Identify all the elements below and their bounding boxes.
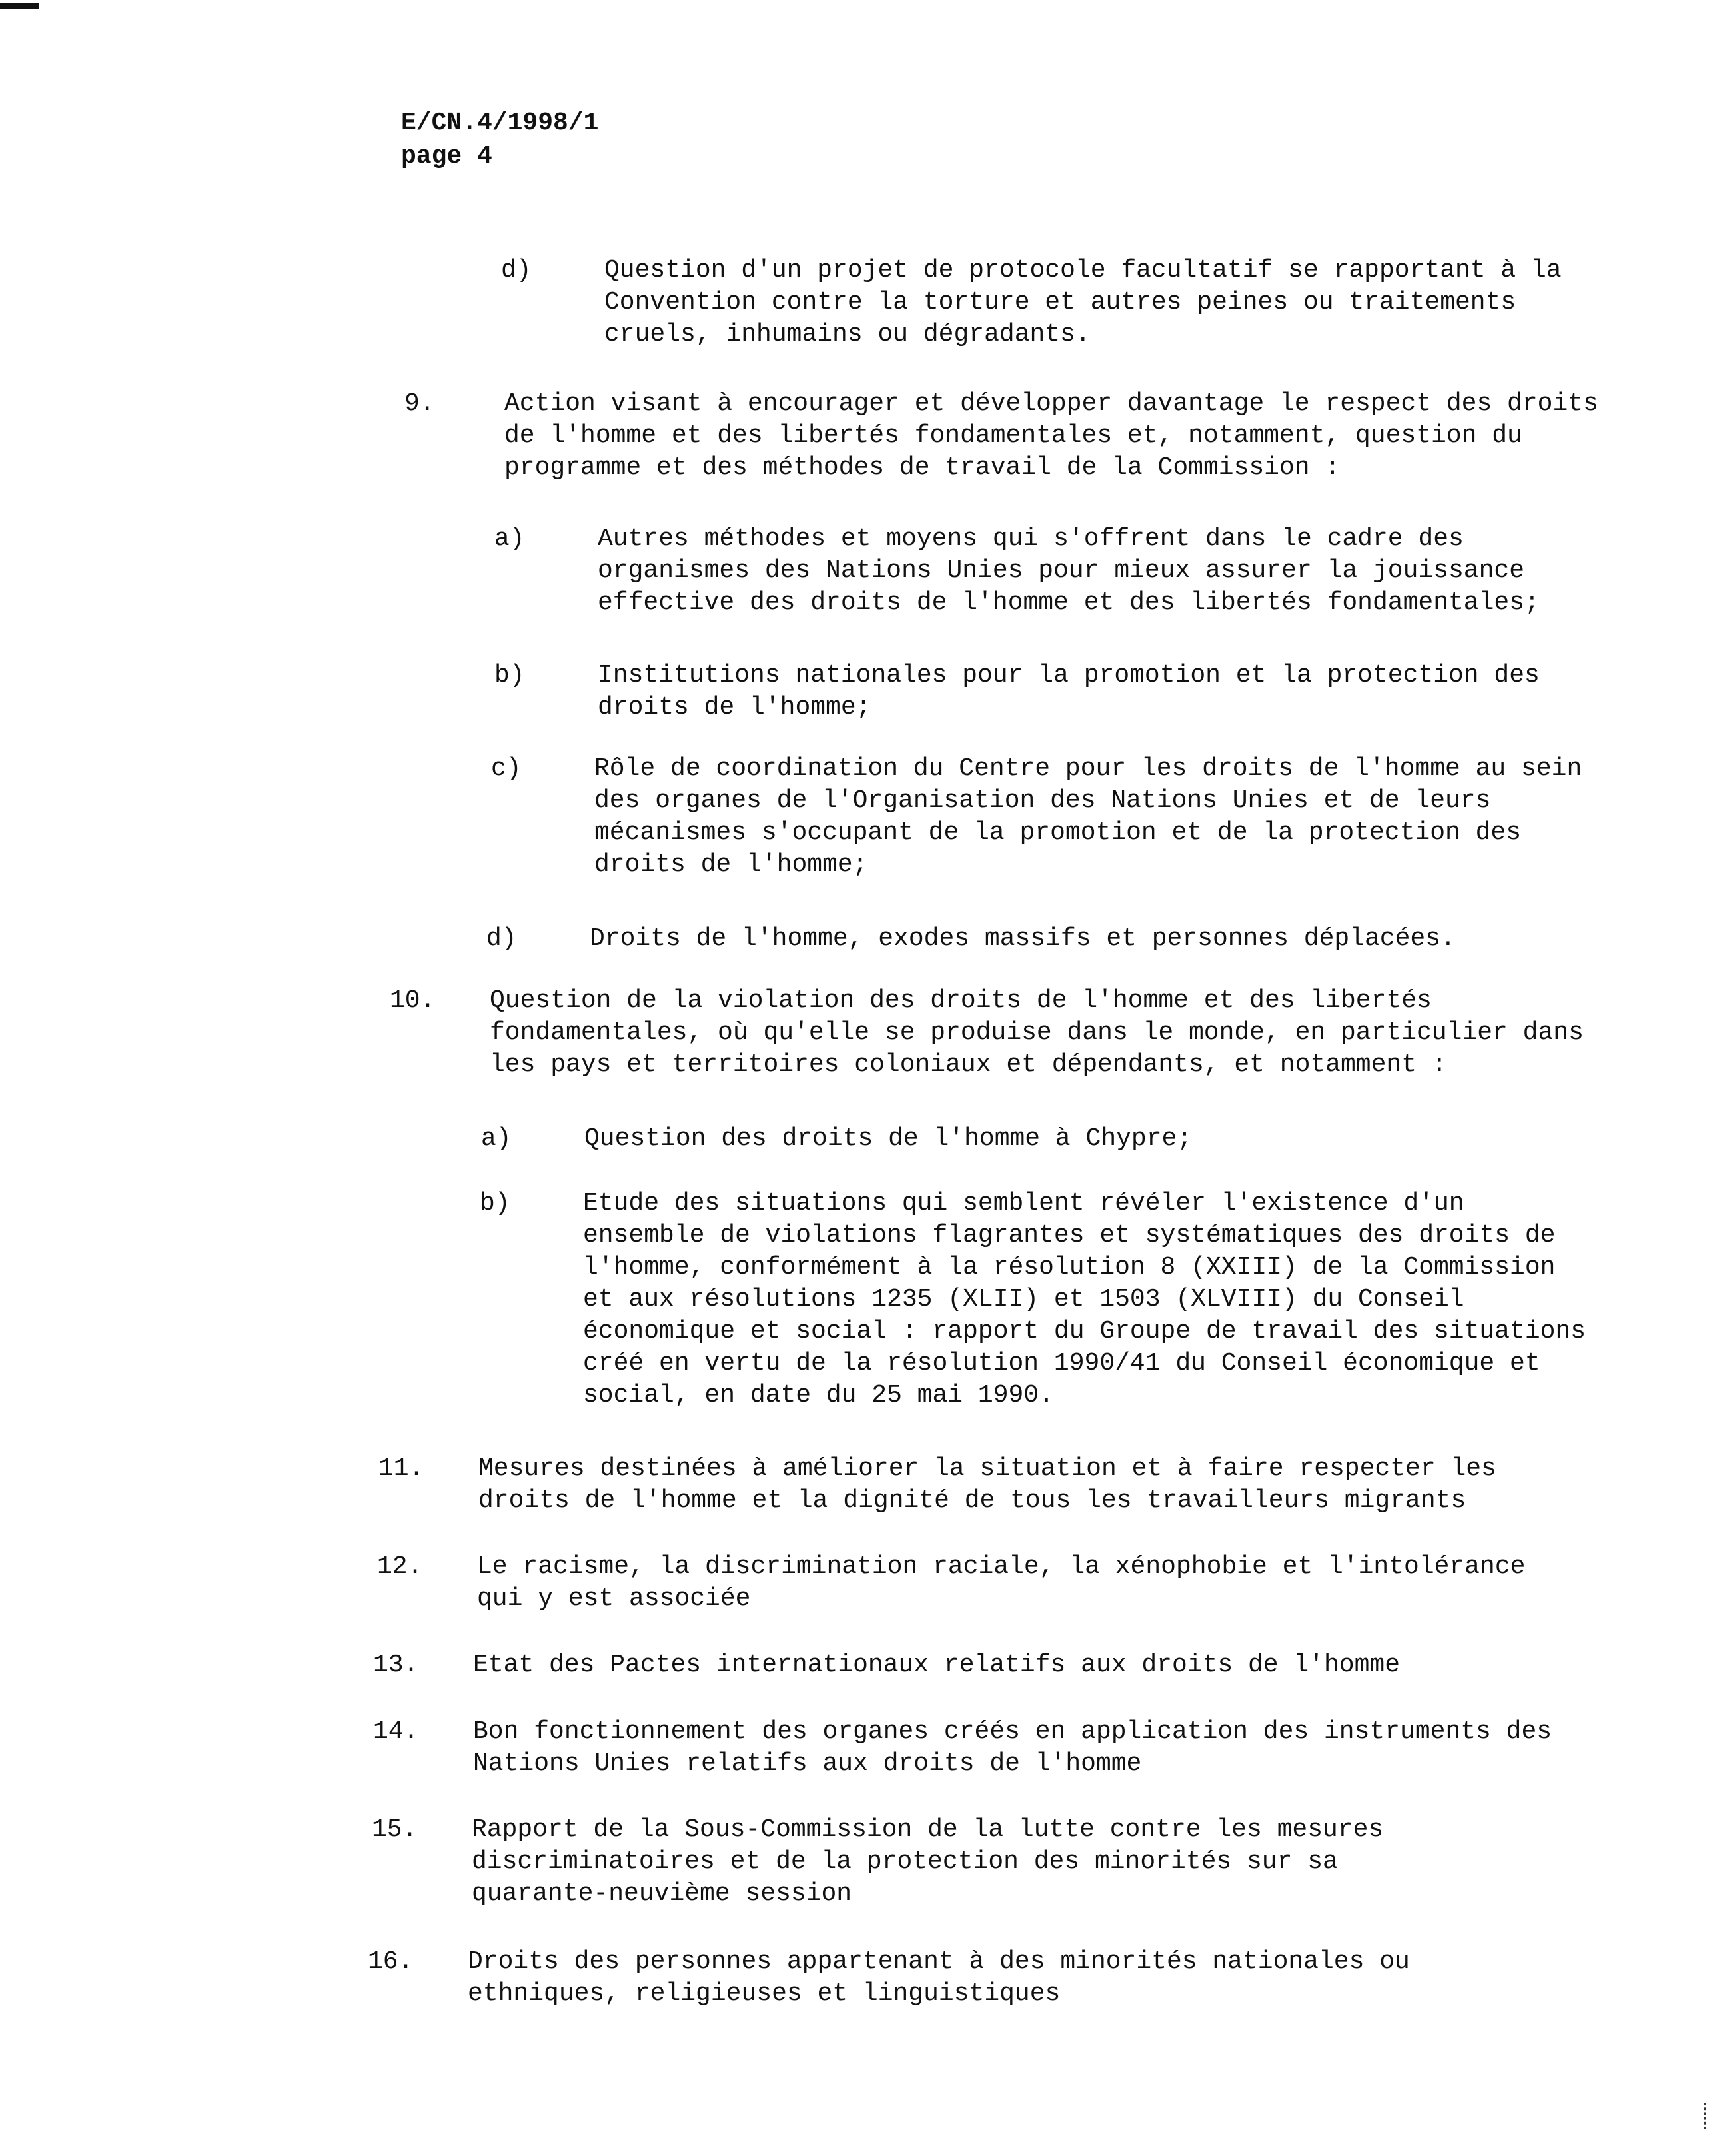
subitem-letter: a) [481, 1124, 512, 1153]
agenda-item-16 [368, 1946, 1667, 2013]
document-symbol: E/CN.4/1998/1 [401, 109, 599, 137]
item-number: 9. [404, 389, 435, 418]
subitem-text: Droits de l'homme, exodes massifs et personnes déplacées. [590, 924, 1456, 953]
item-number: 13. [373, 1651, 419, 1679]
item-number: 15. [372, 1815, 418, 1844]
subitem-text: Question des droits de l'homme à Chypre; [584, 1124, 1193, 1153]
item-number: 12. [377, 1552, 423, 1581]
agenda-item-15 [372, 1814, 1671, 1914]
subitem-letter: c) [491, 754, 522, 783]
subitem-text: Question d'un projet de protocole facultatif se rapportant à la Convention contre la torture et autres peines ou traitements cruels, inhumains ou dégradants. [604, 256, 1562, 349]
item-text: Action visant à encourager et développer davantage le respect des droits de l'homme et des libertés fondamentales et, notamment, question du programme et des méthodes de travail de la Commission : [504, 389, 1598, 482]
item-number: 10. [390, 986, 436, 1015]
agenda-subitem-9b [494, 660, 1640, 726]
subitem-text: Institutions nationales pour la promotion et la protection des droits de l'homme; [598, 661, 1540, 722]
agenda-subitem-10a [481, 1123, 1627, 1156]
agenda-item-9 [404, 388, 1704, 488]
subitem-text: Rôle de coordination du Centre pour les droits de l'homme au sein des organes de l'Organisation des Nations Unies et de leurs mécanismes s'occupant de la promotion et de la protection des droits de l'homme; [594, 754, 1582, 879]
scan-corner-mark [0, 3, 39, 9]
agenda-item-11 [378, 1453, 1678, 1520]
agenda-item-14 [373, 1716, 1672, 1783]
item-text: Le racisme, la discrimination raciale, la xénophobie et l'intolérance qui y est associée [477, 1552, 1526, 1613]
agenda-item-13 [373, 1649, 1672, 1683]
agenda-subitem-9c [491, 753, 1637, 886]
agenda-item-10 [390, 985, 1689, 1085]
item-text: Bon fonctionnement des organes créés en application des instruments des Nations Unies relatifs aux droits de l'homme [473, 1717, 1552, 1778]
subitem-letter: d) [501, 256, 532, 285]
subitem-letter: a) [494, 525, 525, 553]
item-text: Droits des personnes appartenant à des minorités nationales ou ethniques, religieuses et linguistiques [468, 1947, 1410, 2008]
page-number: page 4 [401, 142, 492, 171]
item-text: Rapport de la Sous-Commission de la lutte contre les mesures discriminatoires et de la protection des minorités sur sa quarante-neuvième session [472, 1815, 1384, 1908]
item-number: 11. [378, 1454, 424, 1483]
subitem-letter: b) [494, 661, 525, 690]
agenda-subitem-8d [501, 255, 1647, 355]
item-text: Question de la violation des droits de l'homme et des libertés fondamentales, où qu'elle se produise dans le monde, en particulier dans les pays et territoires coloniaux et dépendants, et notamment : [490, 986, 1584, 1079]
subitem-letter: d) [486, 924, 517, 953]
subitem-letter: b) [480, 1189, 510, 1218]
item-number: 14. [373, 1717, 419, 1746]
item-number: 16. [368, 1947, 414, 1976]
agenda-item-12 [377, 1551, 1676, 1617]
document-header [401, 107, 598, 173]
subitem-text: Autres méthodes et moyens qui s'offrent dans le cadre des organismes des Nations Unies pour mieux assurer la jouissance effective des droits de l'homme et des libertés fondamentales; [598, 525, 1540, 617]
agenda-subitem-9d [486, 923, 1632, 956]
agenda-subitem-9a [494, 523, 1640, 623]
item-text: Etat des Pactes internationaux relatifs aux droits de l'homme [473, 1651, 1401, 1679]
agenda-subitem-10b [480, 1188, 1679, 1418]
subitem-text: Etude des situations qui semblent révéler l'existence d'un ensemble de violations flagrantes et systématiques des droits de l'homme, conformément à la résolution 8 (XXIII) de la Commission et aux résolutions 1235 (XLII) et 1503 (XLVIII) du Conseil économique et social : rapport du Groupe de travail des situations créé en vertu de la résolution 1990/41 du Conseil économique et social, en date du 25 mai 1990. [583, 1189, 1586, 1410]
scan-edge-mark [1704, 2103, 1710, 2129]
item-text: Mesures destinées à améliorer la situation et à faire respecter les droits de l'homme et la dignité de tous les travailleurs migrants [478, 1454, 1496, 1515]
